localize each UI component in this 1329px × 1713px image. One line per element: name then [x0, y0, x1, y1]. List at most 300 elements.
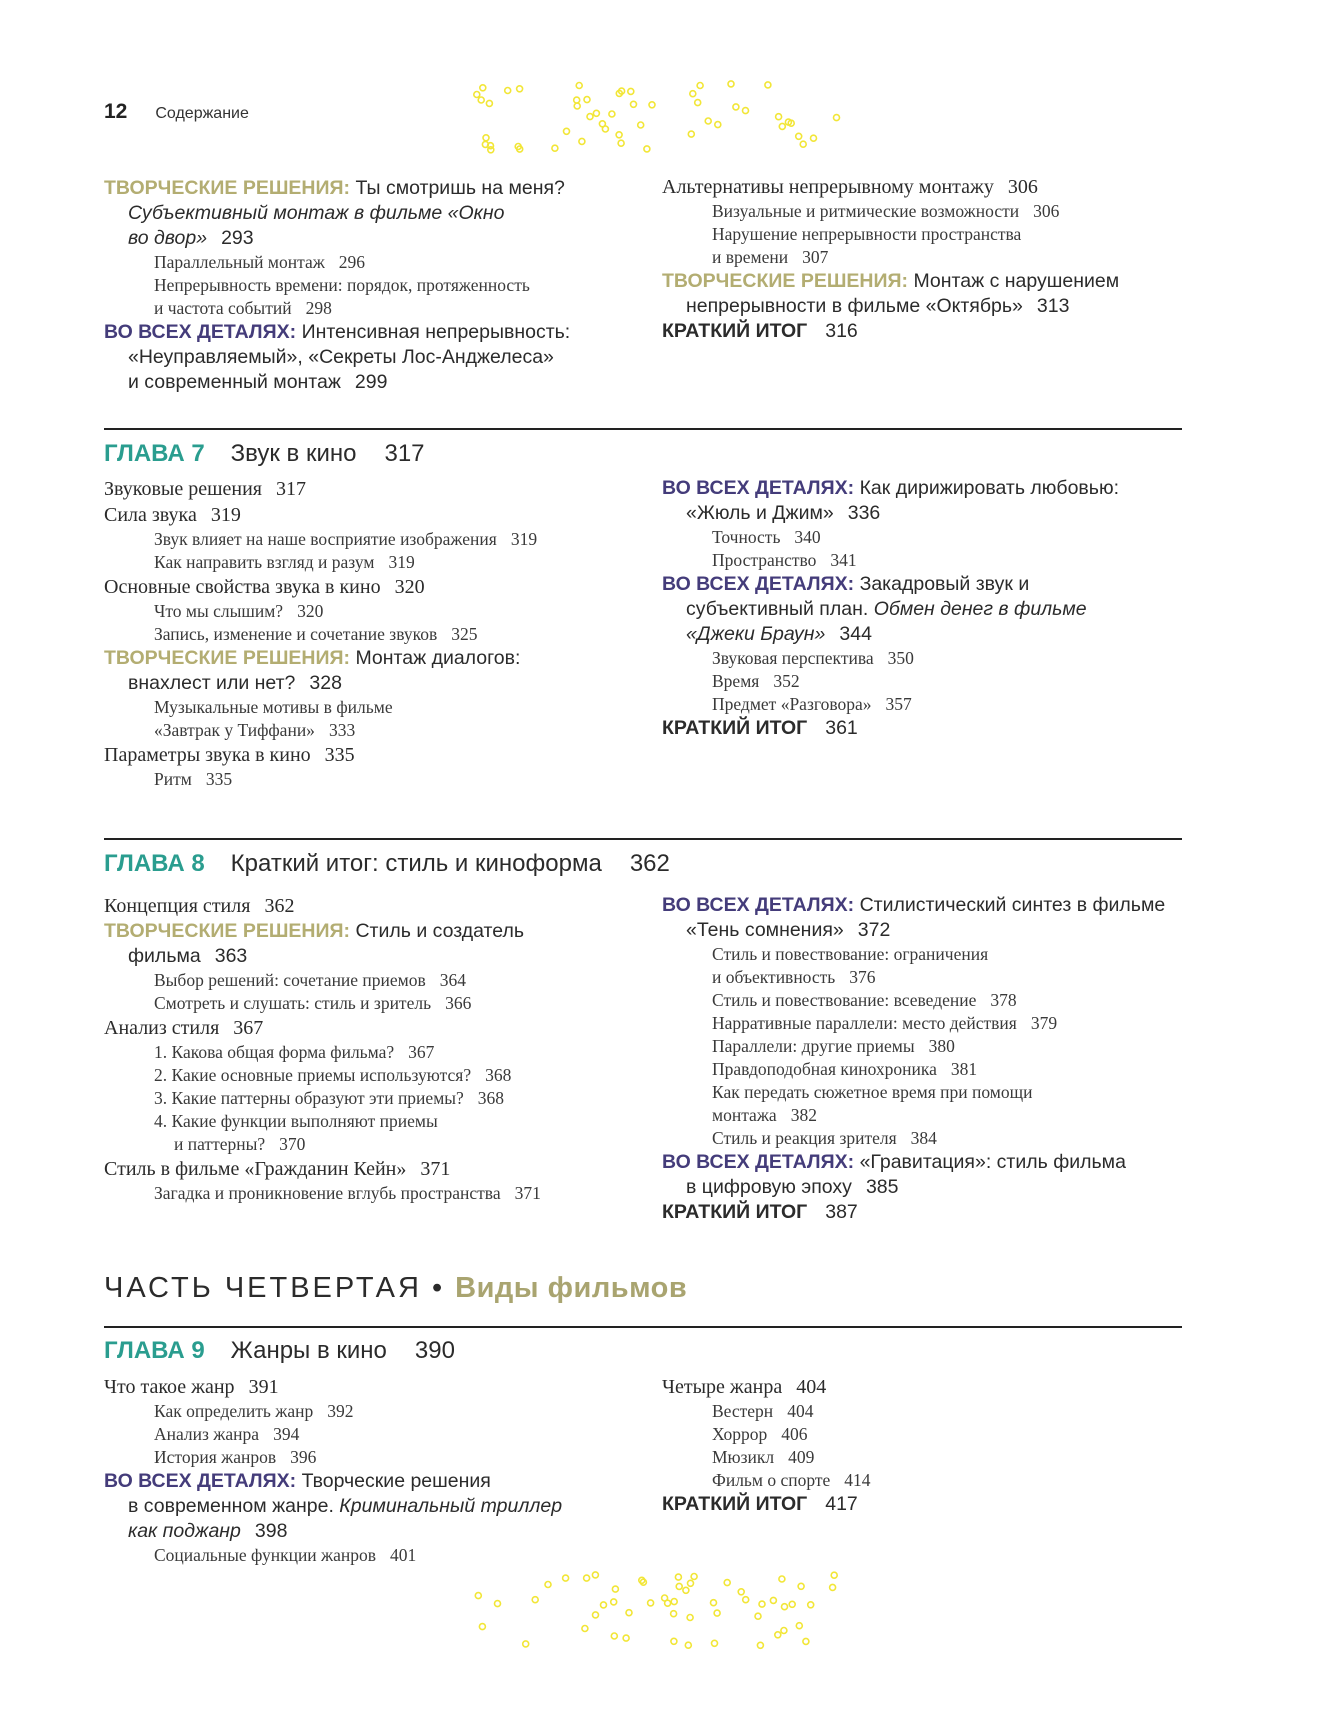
toc-subsection [104, 528, 644, 551]
chapter-label: ГЛАВА 7 [104, 440, 205, 467]
entry-page: 391 [248, 1376, 279, 1398]
decorative-dot [782, 1604, 788, 1610]
top-right-column [662, 174, 1202, 344]
decorative-dot [728, 81, 734, 87]
toc-subsection [104, 1133, 644, 1156]
toc-subsection [662, 200, 1202, 223]
feature-tag: ВО ВСЕХ ДЕТАЛЯХ: [104, 1470, 297, 1492]
entry-title: Как определить жанр [154, 1401, 314, 1421]
entry-title: Основные свойства звука в кино [104, 576, 381, 598]
entry-page: 328 [309, 672, 342, 694]
entry-title: непрерывности в фильме «Октябрь» [686, 295, 1023, 317]
toc-section [104, 1015, 644, 1041]
entry-title: КРАТКИЙ ИТОГ [662, 1493, 808, 1515]
entry-page: 306 [1007, 176, 1038, 198]
entry-page: 385 [865, 1176, 899, 1198]
entry-page: 352 [773, 671, 800, 691]
decorative-dot [609, 111, 615, 117]
chapter-7-right-column [662, 476, 1202, 741]
decorative-dot [714, 1610, 720, 1616]
entry-title: в цифровую эпоху [686, 1176, 852, 1198]
entry-title: и объективность [712, 967, 836, 987]
summary-entry [662, 1200, 1202, 1225]
entry-title: Монтаж диалогов: [355, 647, 521, 669]
decorative-dot [623, 1635, 629, 1641]
entry-title: Стиль и реакция зрителя [712, 1128, 897, 1148]
feature-continuation [104, 370, 644, 395]
decorative-dot [705, 118, 711, 124]
entry-page: 307 [802, 247, 829, 267]
decorative-dot [480, 85, 486, 91]
chapter-9-rule [104, 1326, 1182, 1328]
chapter-9-heading [104, 1337, 455, 1365]
entry-page: 406 [781, 1424, 808, 1444]
entry-page: 368 [477, 1088, 505, 1108]
feature-tag: ВО ВСЕХ ДЕТАЛЯХ: [662, 894, 855, 916]
entry-title: Нарративные параллели: место действия [712, 1013, 1017, 1033]
toc-subsection [662, 549, 1202, 572]
entry-page: 362 [264, 895, 295, 917]
decorative-dot [755, 1613, 761, 1619]
entry-page: 381 [950, 1059, 978, 1079]
toc-subsection [104, 1446, 644, 1469]
toc-subsection [662, 1127, 1202, 1150]
entry-title: в современном жанре. [128, 1495, 334, 1517]
toc-subsection [104, 969, 644, 992]
feature-continuation [104, 944, 644, 969]
toc-subsection [662, 1081, 1202, 1104]
decorative-dot [688, 131, 694, 137]
entry-title: Альтернативы непрерывному монтажу [662, 176, 994, 198]
toc-subsection [662, 943, 1202, 966]
decorative-dot [671, 1638, 677, 1644]
summary-entry [662, 319, 1202, 344]
decorative-dot [662, 1595, 668, 1601]
feature-entry [662, 1150, 1202, 1175]
toc-subsection [662, 1012, 1202, 1035]
entry-title: Хоррор [712, 1424, 768, 1444]
toc-subsection [104, 1087, 644, 1110]
toc-subsection [662, 670, 1202, 693]
toc-subsection [662, 1400, 1202, 1423]
decorative-dot [676, 1583, 682, 1589]
feature-entry [104, 919, 644, 944]
toc-subsection [104, 1041, 644, 1064]
entry-title: «Неуправляемый», «Секреты Лос-Анджелеса» [128, 346, 554, 368]
entry-page: 370 [279, 1134, 306, 1154]
entry-title: Что такое жанр [104, 1376, 235, 1398]
entry-page: 320 [297, 601, 324, 621]
entry-page: 371 [420, 1158, 451, 1180]
running-title: Содержание [155, 105, 249, 122]
entry-title: Как передать сюжетное время при помощи [712, 1082, 1033, 1102]
entry-title: Непрерывность времени: порядок, протяженность [154, 275, 530, 295]
entry-page: 404 [796, 1376, 827, 1398]
decorative-dot [789, 1601, 795, 1607]
entry-title: монтажа [712, 1105, 777, 1125]
entry-title: Что мы слышим? [154, 601, 284, 621]
toc-subsection [662, 526, 1202, 549]
decorative-dot [475, 1593, 481, 1599]
entry-page: 317 [276, 478, 306, 500]
entry-title: и времени [712, 247, 789, 267]
top-left-column [104, 176, 644, 395]
toc-section [104, 502, 644, 528]
decorative-dot [685, 1642, 691, 1648]
entry-title: КРАТКИЙ ИТОГ [662, 717, 808, 739]
entry-italic-title: Обмен денег в фильме [873, 598, 1087, 620]
toc-subsection [104, 768, 644, 791]
decorative-dot [687, 1615, 693, 1621]
chapter-8-left-column [104, 893, 644, 1205]
feature-tag: ВО ВСЕХ ДЕТАЛЯХ: [662, 1151, 855, 1173]
entry-title: Время [712, 671, 760, 691]
entry-title: «Гравитация»: стиль фильма [859, 1151, 1126, 1173]
entry-title: фильма [128, 945, 201, 967]
decorative-dot [830, 1584, 836, 1590]
entry-page: 319 [210, 504, 241, 526]
entry-page: 364 [439, 970, 467, 990]
entry-title: Нарушение непрерывности пространства [712, 224, 1022, 244]
feature-continuation [104, 226, 644, 251]
decorative-dot [479, 1624, 485, 1630]
part-heading [104, 1272, 687, 1305]
decorative-dot [648, 1600, 654, 1606]
entry-title: Параметры звука в кино [104, 744, 311, 766]
chapter-8-right-column [662, 893, 1202, 1225]
decorative-dot [690, 91, 696, 97]
decorative-dot [697, 83, 703, 89]
toc-section [104, 476, 644, 502]
toc-section [104, 893, 644, 919]
toc-section [104, 1156, 644, 1182]
entry-title: Запись, изменение и сочетание звуков [154, 624, 438, 644]
entry-title: Звуковые решения [104, 478, 262, 500]
decorative-dot [601, 1602, 607, 1608]
feature-entry [662, 476, 1202, 501]
decorative-dot [628, 88, 634, 94]
entry-page: 363 [214, 945, 248, 967]
decorative-dot [616, 132, 622, 138]
entry-title: и паттерны? [174, 1134, 266, 1154]
entry-page: 367 [408, 1042, 435, 1062]
decorative-dot [576, 83, 582, 89]
decorative-dot [733, 104, 739, 110]
toc-subsection [662, 693, 1202, 716]
entry-title: «Завтрак у Тиффани» [154, 720, 315, 740]
decorative-dot [618, 140, 624, 146]
decorative-dot [644, 146, 650, 152]
decorative-dot [811, 135, 817, 141]
entry-page: 316 [825, 320, 858, 342]
entry-page: 367 [233, 1017, 264, 1039]
entry-title: Стиль и создатель [355, 920, 524, 942]
decorative-dot [743, 108, 749, 114]
entry-page: 379 [1030, 1013, 1058, 1033]
chapter-7-heading [104, 440, 425, 468]
entry-page: 378 [990, 990, 1017, 1010]
entry-page: 404 [787, 1401, 814, 1421]
entry-title: Ритм [154, 769, 192, 789]
toc-subsection [662, 246, 1202, 269]
decorative-dot [831, 1572, 837, 1578]
entry-title: КРАТКИЙ ИТОГ [662, 1201, 808, 1223]
toc-subsection [662, 989, 1202, 1012]
decorative-dot [800, 141, 806, 147]
feature-continuation [662, 294, 1202, 319]
entry-title: Интенсивная непрерывность: [301, 321, 571, 343]
entry-title: Параллельный монтаж [154, 252, 325, 272]
entry-page: 319 [388, 552, 415, 572]
entry-title: Сила звука [104, 504, 197, 526]
entry-title: История жанров [154, 1447, 277, 1467]
toc-subsection [662, 647, 1202, 670]
chapter-7-left-column [104, 476, 644, 791]
entry-page: 380 [928, 1036, 955, 1056]
toc-subsection [662, 223, 1202, 246]
part-label: ЧАСТЬ ЧЕТВЕРТАЯ [104, 1272, 422, 1304]
entry-title: Стиль и повествование: ограничения [712, 944, 989, 964]
entry-page: 361 [825, 717, 858, 739]
decorative-dot [803, 1638, 809, 1644]
decorative-dot [776, 114, 782, 120]
toc-section [662, 1374, 1202, 1400]
feature-continuation [104, 1519, 644, 1544]
decorative-dot [611, 1599, 617, 1605]
decorative-dot [715, 122, 721, 128]
entry-title: Закадровый звук и [859, 573, 1030, 595]
decorative-dot [711, 1600, 717, 1606]
entry-title: Анализ жанра [154, 1424, 260, 1444]
entry-page: 368 [485, 1065, 512, 1085]
entry-page: 313 [1036, 295, 1070, 317]
decorative-dot [495, 1601, 501, 1607]
decorative-dot [671, 1599, 677, 1605]
toc-subsection [104, 992, 644, 1015]
entry-title: 4. Какие функции выполняют приемы [154, 1111, 438, 1131]
entry-title: КРАТКИЙ ИТОГ [662, 320, 808, 342]
entry-title: Выбор решений: сочетание приемов [154, 970, 426, 990]
entry-page: 366 [445, 993, 472, 1013]
toc-subsection [104, 1110, 644, 1133]
decorative-dot [688, 1580, 694, 1586]
feature-tag: ТВОРЧЕСКИЕ РЕШЕНИЯ: [662, 270, 909, 292]
toc-subsection [104, 600, 644, 623]
toc-subsection [662, 966, 1202, 989]
decorative-dot [574, 103, 580, 109]
decorative-dot [517, 86, 523, 92]
toc-subsection [104, 1064, 644, 1087]
entry-page: 320 [394, 576, 425, 598]
decorative-dot [486, 100, 492, 106]
entry-italic-title: «Джеки Браун» [686, 623, 826, 645]
feature-continuation [662, 1175, 1202, 1200]
decorative-dot [532, 1597, 538, 1603]
toc-subsection [104, 274, 644, 297]
feature-entry [662, 269, 1202, 294]
entry-title: Визуальные и ритмические возможности [712, 201, 1020, 221]
decorative-dot [671, 1611, 677, 1617]
entry-page: 335 [205, 769, 233, 789]
chapter-7-rule [104, 428, 1182, 430]
entry-page: 333 [328, 720, 356, 740]
feature-entry [104, 320, 644, 345]
entry-page: 382 [790, 1105, 817, 1125]
toc-section [662, 174, 1202, 200]
entry-title: Правдоподобная кинохроника [712, 1059, 937, 1079]
feature-continuation [104, 345, 644, 370]
entry-page: 392 [327, 1401, 354, 1421]
toc-subsection [662, 1104, 1202, 1127]
entry-page: 340 [794, 527, 821, 547]
entry-page: 357 [885, 694, 912, 714]
entry-page: 306 [1033, 201, 1060, 221]
entry-page: 350 [887, 648, 914, 668]
decorative-dot [695, 100, 701, 106]
entry-title: Музыкальные мотивы в фильме [154, 697, 393, 717]
entry-title: Вестерн [712, 1401, 774, 1421]
decorative-dots-top [470, 72, 860, 160]
decorative-dot [683, 1587, 689, 1593]
toc-subsection [662, 1446, 1202, 1469]
chapter-8-rule [104, 838, 1182, 840]
entry-page: 299 [354, 371, 388, 393]
decorative-dot [478, 97, 484, 103]
decorative-dot [798, 1583, 804, 1589]
feature-tag: ТВОРЧЕСКИЕ РЕШЕНИЯ: [104, 647, 351, 669]
entry-title: Творческие решения [301, 1470, 491, 1492]
entry-page: 394 [273, 1424, 300, 1444]
decorative-dot [770, 1597, 776, 1603]
feature-tag: ВО ВСЕХ ДЕТАЛЯХ: [662, 573, 855, 595]
feature-continuation [104, 1494, 644, 1519]
decorative-dot [738, 1589, 744, 1595]
entry-title: Четыре жанра [662, 1376, 783, 1398]
entry-title: Предмет «Разговора» [712, 694, 872, 714]
decorative-dot [712, 1640, 718, 1646]
entry-title: «Жюль и Джим» [686, 502, 834, 524]
entry-page: 335 [324, 744, 355, 766]
decorative-dot [691, 1574, 697, 1580]
toc-subsection [104, 1423, 644, 1446]
feature-tag: ТВОРЧЕСКИЕ РЕШЕНИЯ: [104, 920, 351, 942]
entry-italic-title: Субъективный монтаж в фильме «Окно [128, 202, 505, 224]
decorative-dot [564, 128, 570, 134]
entry-title: Смотреть и слушать: стиль и зритель [154, 993, 432, 1013]
entry-page: 398 [254, 1520, 288, 1542]
feature-continuation [662, 918, 1202, 943]
entry-title: Точность [712, 527, 781, 547]
entry-page: 371 [514, 1183, 541, 1203]
entry-title: субъективный план. [686, 598, 869, 620]
decorative-dot [743, 1597, 749, 1603]
decorative-dot [779, 1576, 785, 1582]
entry-page: 401 [390, 1545, 417, 1565]
decorative-dot [592, 1572, 598, 1578]
toc-subsection [104, 1544, 644, 1567]
entry-page: 414 [844, 1470, 871, 1490]
decorative-dot [724, 1580, 730, 1586]
decorative-dot [796, 1623, 802, 1629]
entry-title: Монтаж с нарушением [913, 270, 1120, 292]
decorative-dot [584, 97, 590, 103]
entry-title: 2. Какие основные приемы используются? [154, 1065, 472, 1085]
feature-continuation [662, 501, 1202, 526]
feature-entry [104, 176, 644, 201]
toc-subsection [104, 297, 644, 320]
entry-italic-title: Криминальный триллер [339, 1495, 563, 1517]
decorative-dot [593, 110, 599, 116]
entry-page: 296 [338, 252, 366, 272]
decorative-dot [582, 1626, 588, 1632]
entry-title: «Тень сомнения» [686, 919, 844, 941]
entry-title: Фильм о спорте [712, 1470, 831, 1490]
toc-subsection [104, 696, 644, 719]
feature-tag: ВО ВСЕХ ДЕТАЛЯХ: [662, 477, 855, 499]
feature-tag: ТВОРЧЕСКИЕ РЕШЕНИЯ: [104, 177, 351, 199]
decorative-dot [775, 1632, 781, 1638]
decorative-dot [808, 1602, 814, 1608]
part-bullet: • [431, 1272, 446, 1304]
entry-title: Анализ стиля [104, 1017, 220, 1039]
entry-title: Параллели: другие приемы [712, 1036, 915, 1056]
entry-title: 3. Какие паттерны образуют эти приемы? [154, 1088, 464, 1108]
chapter-title: Жанры в кино [230, 1337, 387, 1364]
toc-section [104, 574, 644, 600]
chapter-8-heading [104, 850, 670, 878]
toc-subsection [662, 1469, 1202, 1492]
entry-title: Звуковая перспектива [712, 648, 874, 668]
page-header [104, 100, 249, 124]
entry-title: Стиль в фильме «Гражданин Кейн» [104, 1158, 407, 1180]
chapter-title: Звук в кино [230, 440, 357, 467]
decorative-dot [796, 133, 802, 139]
entry-page: 372 [857, 919, 891, 941]
feature-entry [662, 893, 1202, 918]
entry-title: Звук влияет на наше восприятие изображения [154, 529, 497, 549]
entry-title: 1. Какова общая форма фильма? [154, 1042, 395, 1062]
entry-italic-title: во двор» [128, 227, 208, 249]
decorative-dot [505, 88, 511, 94]
entry-page: 376 [849, 967, 876, 987]
toc-subsection [104, 719, 644, 742]
feature-entry [104, 646, 644, 671]
page-number: 12 [104, 100, 128, 123]
entry-title: Как дирижировать любовью: [859, 477, 1119, 499]
summary-entry [662, 716, 1202, 741]
feature-tag: ВО ВСЕХ ДЕТАЛЯХ: [104, 321, 297, 343]
chapter-page: 362 [629, 850, 670, 877]
entry-italic-title: как поджанр [128, 1520, 241, 1542]
toc-section [104, 742, 644, 768]
chapter-label: ГЛАВА 9 [104, 1337, 205, 1364]
toc-subsection [662, 1058, 1202, 1081]
chapter-9-left-column [104, 1374, 644, 1567]
decorative-dot [781, 1628, 787, 1634]
chapter-label: ГЛАВА 8 [104, 850, 205, 877]
chapter-page: 317 [384, 440, 425, 467]
decorative-dot [587, 114, 593, 120]
entry-page: 417 [825, 1493, 858, 1515]
entry-page: 384 [910, 1128, 937, 1148]
entry-title: Пространство [712, 550, 817, 570]
decorative-dot [584, 1575, 590, 1581]
decorative-dot [834, 115, 840, 121]
toc-subsection [104, 623, 644, 646]
decorative-dot [612, 1586, 618, 1592]
decorative-dot [579, 138, 585, 144]
feature-entry [104, 1469, 644, 1494]
